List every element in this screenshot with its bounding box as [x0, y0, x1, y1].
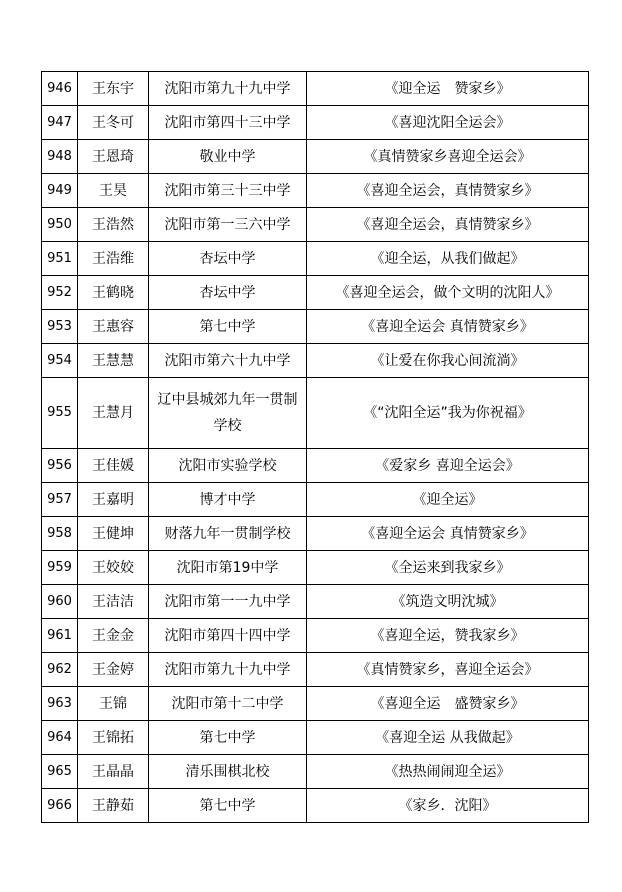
work-title: 《喜迎全运会，做个文明的沈阳人》 — [307, 276, 589, 310]
table-row — [42, 687, 589, 721]
roster-body — [42, 72, 589, 823]
student-name: 王嘉明 — [78, 483, 149, 517]
table-row — [42, 72, 589, 106]
row-number: 951 — [42, 242, 78, 276]
work-title: 《喜迎全运会，真情赞家乡》 — [307, 174, 589, 208]
school-name: 沈阳市第一一九中学 — [149, 585, 307, 619]
table-row — [42, 106, 589, 140]
work-title: 《家乡．沈阳》 — [307, 789, 589, 823]
row-number: 962 — [42, 653, 78, 687]
work-title: 《喜迎沈阳全运会》 — [307, 106, 589, 140]
student-name: 王晶晶 — [78, 755, 149, 789]
table-row — [42, 242, 589, 276]
table-row — [42, 653, 589, 687]
school-name: 财落九年一贯制学校 — [149, 517, 307, 551]
work-title: 《真情赞家乡，喜迎全运会》 — [307, 653, 589, 687]
row-number: 948 — [42, 140, 78, 174]
row-number: 954 — [42, 344, 78, 378]
school-name: 沈阳市第三十三中学 — [149, 174, 307, 208]
school-name: 第七中学 — [149, 789, 307, 823]
work-title: 《全运来到我家乡》 — [307, 551, 589, 585]
table-row — [42, 449, 589, 483]
row-number: 955 — [42, 378, 78, 449]
row-number: 956 — [42, 449, 78, 483]
row-number: 946 — [42, 72, 78, 106]
row-number: 961 — [42, 619, 78, 653]
row-number: 949 — [42, 174, 78, 208]
student-name: 王锦拓 — [78, 721, 149, 755]
row-number: 963 — [42, 687, 78, 721]
table-row — [42, 585, 589, 619]
row-number: 964 — [42, 721, 78, 755]
table-row — [42, 310, 589, 344]
student-name: 王姣姣 — [78, 551, 149, 585]
row-number: 957 — [42, 483, 78, 517]
row-number: 958 — [42, 517, 78, 551]
student-name: 王冬可 — [78, 106, 149, 140]
table-row — [42, 276, 589, 310]
work-title: 《让爱在你我心间流淌》 — [307, 344, 589, 378]
school-name: 杏坛中学 — [149, 276, 307, 310]
school-name: 第七中学 — [149, 310, 307, 344]
school-name: 沈阳市第九十九中学 — [149, 653, 307, 687]
student-name: 王慧月 — [78, 378, 149, 449]
school-name: 沈阳市第六十九中学 — [149, 344, 307, 378]
student-name: 王健坤 — [78, 517, 149, 551]
work-title: 《迎全运》 — [307, 483, 589, 517]
school-name: 敬业中学 — [149, 140, 307, 174]
work-title: 《热热闹闹迎全运》 — [307, 755, 589, 789]
table-row — [42, 174, 589, 208]
school-name: 第七中学 — [149, 721, 307, 755]
table-row — [42, 721, 589, 755]
table-row — [42, 755, 589, 789]
row-number: 953 — [42, 310, 78, 344]
table-row — [42, 208, 589, 242]
work-title: 《喜迎全运 盛赞家乡》 — [307, 687, 589, 721]
student-name: 王金金 — [78, 619, 149, 653]
work-title: 《喜迎全运会，真情赞家乡》 — [307, 208, 589, 242]
school-name: 沈阳市第一三六中学 — [149, 208, 307, 242]
school-name: 沈阳市实验学校 — [149, 449, 307, 483]
table-row — [42, 551, 589, 585]
student-name: 王锦 — [78, 687, 149, 721]
student-name: 王昊 — [78, 174, 149, 208]
row-number: 960 — [42, 585, 78, 619]
school-name: 杏坛中学 — [149, 242, 307, 276]
table-row — [42, 789, 589, 823]
row-number: 966 — [42, 789, 78, 823]
student-name: 王佳媛 — [78, 449, 149, 483]
student-name: 王静茹 — [78, 789, 149, 823]
work-title: 《喜迎全运，赞我家乡》 — [307, 619, 589, 653]
school-name: 沈阳市第十二中学 — [149, 687, 307, 721]
work-title: 《喜迎全运 从我做起》 — [307, 721, 589, 755]
student-name: 王恩琦 — [78, 140, 149, 174]
school-name: 辽中县城郊九年一贯制学校 — [149, 378, 307, 449]
table-row — [42, 140, 589, 174]
school-name: 沈阳市第四十三中学 — [149, 106, 307, 140]
student-name: 王东宇 — [78, 72, 149, 106]
work-title: 《喜迎全运会 真情赞家乡》 — [307, 517, 589, 551]
table-row — [42, 344, 589, 378]
table-row — [42, 378, 589, 449]
student-name: 王金婷 — [78, 653, 149, 687]
roster-table — [41, 71, 589, 823]
table-row — [42, 619, 589, 653]
work-title: 《爱家乡 喜迎全运会》 — [307, 449, 589, 483]
student-name: 王浩然 — [78, 208, 149, 242]
work-title: 《迎全运，从我们做起》 — [307, 242, 589, 276]
work-title: 《“沈阳全运”我为你祝福》 — [307, 378, 589, 449]
school-name: 沈阳市第九十九中学 — [149, 72, 307, 106]
school-name: 沈阳市第四十四中学 — [149, 619, 307, 653]
student-name: 王洁洁 — [78, 585, 149, 619]
student-name: 王鹤晓 — [78, 276, 149, 310]
work-title: 《迎全运 赞家乡》 — [307, 72, 589, 106]
school-name: 清乐围棋北校 — [149, 755, 307, 789]
row-number: 952 — [42, 276, 78, 310]
table-row — [42, 517, 589, 551]
row-number: 947 — [42, 106, 78, 140]
student-name: 王慧慧 — [78, 344, 149, 378]
work-title: 《喜迎全运会 真情赞家乡》 — [307, 310, 589, 344]
work-title: 《筑造文明沈城》 — [307, 585, 589, 619]
row-number: 959 — [42, 551, 78, 585]
school-name: 沈阳市第19中学 — [149, 551, 307, 585]
work-title: 《真情赞家乡喜迎全运会》 — [307, 140, 589, 174]
student-name: 王惠容 — [78, 310, 149, 344]
row-number: 965 — [42, 755, 78, 789]
school-name: 博才中学 — [149, 483, 307, 517]
table-row — [42, 483, 589, 517]
row-number: 950 — [42, 208, 78, 242]
student-name: 王浩维 — [78, 242, 149, 276]
